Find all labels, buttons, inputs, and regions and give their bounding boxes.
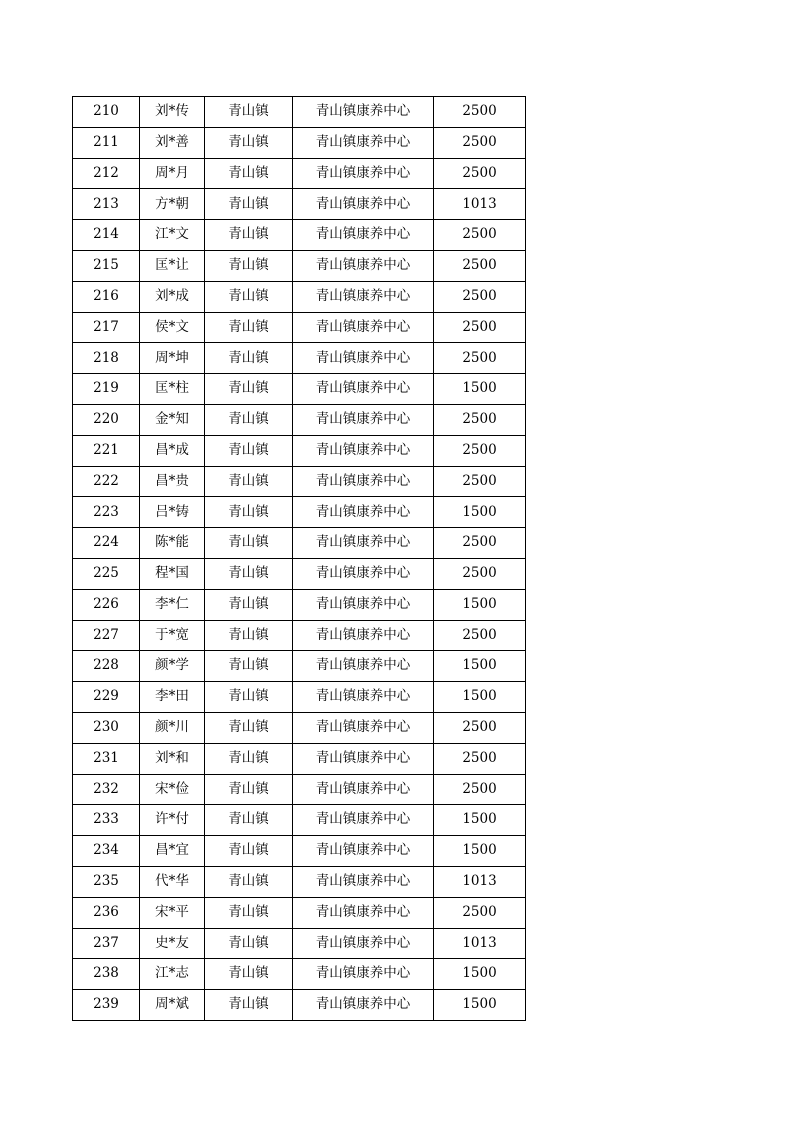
person-name-cell: 颜*学 bbox=[140, 651, 205, 682]
institution-cell: 青山镇康养中心 bbox=[293, 497, 434, 528]
institution-cell: 青山镇康养中心 bbox=[293, 435, 434, 466]
town-cell: 青山镇 bbox=[205, 158, 293, 189]
table-row bbox=[73, 312, 526, 343]
institution-cell: 青山镇康养中心 bbox=[293, 959, 434, 990]
amount-cell: 2500 bbox=[434, 528, 526, 559]
amount-cell: 2500 bbox=[434, 712, 526, 743]
institution-cell: 青山镇康养中心 bbox=[293, 743, 434, 774]
table-row bbox=[73, 404, 526, 435]
town-cell: 青山镇 bbox=[205, 897, 293, 928]
amount-cell: 2500 bbox=[434, 343, 526, 374]
institution-cell: 青山镇康养中心 bbox=[293, 866, 434, 897]
amount-cell: 2500 bbox=[434, 158, 526, 189]
person-name-cell: 吕*铸 bbox=[140, 497, 205, 528]
institution-cell: 青山镇康养中心 bbox=[293, 281, 434, 312]
town-cell: 青山镇 bbox=[205, 743, 293, 774]
row-number-cell: 225 bbox=[73, 558, 140, 589]
table-row bbox=[73, 897, 526, 928]
row-number-cell: 228 bbox=[73, 651, 140, 682]
row-number-cell: 222 bbox=[73, 466, 140, 497]
table-row bbox=[73, 774, 526, 805]
person-name-cell: 陈*能 bbox=[140, 528, 205, 559]
person-name-cell: 刘*成 bbox=[140, 281, 205, 312]
amount-cell: 2500 bbox=[434, 312, 526, 343]
table-row bbox=[73, 866, 526, 897]
row-number-cell: 226 bbox=[73, 589, 140, 620]
table-row bbox=[73, 374, 526, 405]
town-cell: 青山镇 bbox=[205, 220, 293, 251]
institution-cell: 青山镇康养中心 bbox=[293, 97, 434, 128]
town-cell: 青山镇 bbox=[205, 651, 293, 682]
row-number-cell: 211 bbox=[73, 127, 140, 158]
roster-table bbox=[72, 96, 526, 1021]
table-row bbox=[73, 127, 526, 158]
table-row bbox=[73, 189, 526, 220]
row-number-cell: 224 bbox=[73, 528, 140, 559]
town-cell: 青山镇 bbox=[205, 990, 293, 1021]
person-name-cell: 李*仁 bbox=[140, 589, 205, 620]
town-cell: 青山镇 bbox=[205, 312, 293, 343]
town-cell: 青山镇 bbox=[205, 97, 293, 128]
town-cell: 青山镇 bbox=[205, 805, 293, 836]
town-cell: 青山镇 bbox=[205, 528, 293, 559]
row-number-cell: 235 bbox=[73, 866, 140, 897]
institution-cell: 青山镇康养中心 bbox=[293, 127, 434, 158]
institution-cell: 青山镇康养中心 bbox=[293, 343, 434, 374]
institution-cell: 青山镇康养中心 bbox=[293, 897, 434, 928]
table-row bbox=[73, 528, 526, 559]
town-cell: 青山镇 bbox=[205, 836, 293, 867]
amount-cell: 2500 bbox=[434, 558, 526, 589]
institution-cell: 青山镇康养中心 bbox=[293, 189, 434, 220]
amount-cell: 1500 bbox=[434, 589, 526, 620]
institution-cell: 青山镇康养中心 bbox=[293, 312, 434, 343]
row-number-cell: 234 bbox=[73, 836, 140, 867]
town-cell: 青山镇 bbox=[205, 712, 293, 743]
row-number-cell: 215 bbox=[73, 250, 140, 281]
person-name-cell: 侯*文 bbox=[140, 312, 205, 343]
person-name-cell: 周*坤 bbox=[140, 343, 205, 374]
table-row bbox=[73, 97, 526, 128]
row-number-cell: 214 bbox=[73, 220, 140, 251]
roster-table-body bbox=[73, 97, 526, 1021]
institution-cell: 青山镇康养中心 bbox=[293, 836, 434, 867]
town-cell: 青山镇 bbox=[205, 250, 293, 281]
row-number-cell: 212 bbox=[73, 158, 140, 189]
amount-cell: 1500 bbox=[434, 374, 526, 405]
table-row bbox=[73, 158, 526, 189]
amount-cell: 2500 bbox=[434, 466, 526, 497]
amount-cell: 2500 bbox=[434, 774, 526, 805]
table-row bbox=[73, 343, 526, 374]
table-row bbox=[73, 466, 526, 497]
table-row bbox=[73, 651, 526, 682]
table-row bbox=[73, 281, 526, 312]
table-row bbox=[73, 558, 526, 589]
table-row bbox=[73, 250, 526, 281]
amount-cell: 1013 bbox=[434, 928, 526, 959]
institution-cell: 青山镇康养中心 bbox=[293, 682, 434, 713]
person-name-cell: 昌*成 bbox=[140, 435, 205, 466]
person-name-cell: 代*华 bbox=[140, 866, 205, 897]
person-name-cell: 许*付 bbox=[140, 805, 205, 836]
table-row bbox=[73, 990, 526, 1021]
town-cell: 青山镇 bbox=[205, 774, 293, 805]
town-cell: 青山镇 bbox=[205, 435, 293, 466]
institution-cell: 青山镇康养中心 bbox=[293, 404, 434, 435]
table-row bbox=[73, 620, 526, 651]
town-cell: 青山镇 bbox=[205, 404, 293, 435]
institution-cell: 青山镇康养中心 bbox=[293, 466, 434, 497]
roster-sheet bbox=[72, 96, 526, 1021]
row-number-cell: 233 bbox=[73, 805, 140, 836]
person-name-cell: 匡*柱 bbox=[140, 374, 205, 405]
town-cell: 青山镇 bbox=[205, 589, 293, 620]
person-name-cell: 宋*平 bbox=[140, 897, 205, 928]
amount-cell: 1500 bbox=[434, 990, 526, 1021]
town-cell: 青山镇 bbox=[205, 928, 293, 959]
table-row bbox=[73, 435, 526, 466]
row-number-cell: 232 bbox=[73, 774, 140, 805]
row-number-cell: 237 bbox=[73, 928, 140, 959]
row-number-cell: 238 bbox=[73, 959, 140, 990]
town-cell: 青山镇 bbox=[205, 959, 293, 990]
town-cell: 青山镇 bbox=[205, 189, 293, 220]
amount-cell: 2500 bbox=[434, 620, 526, 651]
table-row bbox=[73, 712, 526, 743]
person-name-cell: 江*志 bbox=[140, 959, 205, 990]
row-number-cell: 217 bbox=[73, 312, 140, 343]
town-cell: 青山镇 bbox=[205, 866, 293, 897]
town-cell: 青山镇 bbox=[205, 466, 293, 497]
amount-cell: 1013 bbox=[434, 866, 526, 897]
row-number-cell: 229 bbox=[73, 682, 140, 713]
amount-cell: 2500 bbox=[434, 743, 526, 774]
institution-cell: 青山镇康养中心 bbox=[293, 805, 434, 836]
table-row bbox=[73, 589, 526, 620]
person-name-cell: 昌*宜 bbox=[140, 836, 205, 867]
institution-cell: 青山镇康养中心 bbox=[293, 928, 434, 959]
amount-cell: 2500 bbox=[434, 435, 526, 466]
institution-cell: 青山镇康养中心 bbox=[293, 528, 434, 559]
amount-cell: 2500 bbox=[434, 220, 526, 251]
amount-cell: 1500 bbox=[434, 805, 526, 836]
town-cell: 青山镇 bbox=[205, 127, 293, 158]
person-name-cell: 昌*贵 bbox=[140, 466, 205, 497]
institution-cell: 青山镇康养中心 bbox=[293, 620, 434, 651]
table-row bbox=[73, 220, 526, 251]
person-name-cell: 方*朝 bbox=[140, 189, 205, 220]
row-number-cell: 220 bbox=[73, 404, 140, 435]
table-row bbox=[73, 836, 526, 867]
town-cell: 青山镇 bbox=[205, 343, 293, 374]
amount-cell: 2500 bbox=[434, 404, 526, 435]
amount-cell: 2500 bbox=[434, 127, 526, 158]
row-number-cell: 216 bbox=[73, 281, 140, 312]
town-cell: 青山镇 bbox=[205, 374, 293, 405]
institution-cell: 青山镇康养中心 bbox=[293, 712, 434, 743]
person-name-cell: 宋*俭 bbox=[140, 774, 205, 805]
row-number-cell: 227 bbox=[73, 620, 140, 651]
person-name-cell: 颜*川 bbox=[140, 712, 205, 743]
person-name-cell: 李*田 bbox=[140, 682, 205, 713]
person-name-cell: 刘*和 bbox=[140, 743, 205, 774]
person-name-cell: 刘*善 bbox=[140, 127, 205, 158]
institution-cell: 青山镇康养中心 bbox=[293, 558, 434, 589]
row-number-cell: 231 bbox=[73, 743, 140, 774]
institution-cell: 青山镇康养中心 bbox=[293, 374, 434, 405]
person-name-cell: 于*宽 bbox=[140, 620, 205, 651]
row-number-cell: 213 bbox=[73, 189, 140, 220]
person-name-cell: 金*知 bbox=[140, 404, 205, 435]
person-name-cell: 刘*传 bbox=[140, 97, 205, 128]
person-name-cell: 周*月 bbox=[140, 158, 205, 189]
table-row bbox=[73, 928, 526, 959]
table-row bbox=[73, 497, 526, 528]
person-name-cell: 江*文 bbox=[140, 220, 205, 251]
town-cell: 青山镇 bbox=[205, 558, 293, 589]
institution-cell: 青山镇康养中心 bbox=[293, 220, 434, 251]
amount-cell: 1500 bbox=[434, 497, 526, 528]
amount-cell: 1013 bbox=[434, 189, 526, 220]
amount-cell: 1500 bbox=[434, 651, 526, 682]
institution-cell: 青山镇康养中心 bbox=[293, 651, 434, 682]
town-cell: 青山镇 bbox=[205, 682, 293, 713]
row-number-cell: 230 bbox=[73, 712, 140, 743]
row-number-cell: 219 bbox=[73, 374, 140, 405]
row-number-cell: 210 bbox=[73, 97, 140, 128]
amount-cell: 1500 bbox=[434, 836, 526, 867]
table-row bbox=[73, 743, 526, 774]
institution-cell: 青山镇康养中心 bbox=[293, 990, 434, 1021]
institution-cell: 青山镇康养中心 bbox=[293, 250, 434, 281]
table-row bbox=[73, 959, 526, 990]
amount-cell: 2500 bbox=[434, 97, 526, 128]
town-cell: 青山镇 bbox=[205, 281, 293, 312]
row-number-cell: 221 bbox=[73, 435, 140, 466]
row-number-cell: 236 bbox=[73, 897, 140, 928]
amount-cell: 2500 bbox=[434, 281, 526, 312]
town-cell: 青山镇 bbox=[205, 620, 293, 651]
amount-cell: 2500 bbox=[434, 897, 526, 928]
person-name-cell: 程*国 bbox=[140, 558, 205, 589]
institution-cell: 青山镇康养中心 bbox=[293, 158, 434, 189]
person-name-cell: 史*友 bbox=[140, 928, 205, 959]
amount-cell: 2500 bbox=[434, 250, 526, 281]
row-number-cell: 218 bbox=[73, 343, 140, 374]
row-number-cell: 239 bbox=[73, 990, 140, 1021]
institution-cell: 青山镇康养中心 bbox=[293, 589, 434, 620]
table-row bbox=[73, 805, 526, 836]
town-cell: 青山镇 bbox=[205, 497, 293, 528]
amount-cell: 1500 bbox=[434, 682, 526, 713]
person-name-cell: 周*斌 bbox=[140, 990, 205, 1021]
amount-cell: 1500 bbox=[434, 959, 526, 990]
institution-cell: 青山镇康养中心 bbox=[293, 774, 434, 805]
table-row bbox=[73, 682, 526, 713]
person-name-cell: 匡*让 bbox=[140, 250, 205, 281]
row-number-cell: 223 bbox=[73, 497, 140, 528]
